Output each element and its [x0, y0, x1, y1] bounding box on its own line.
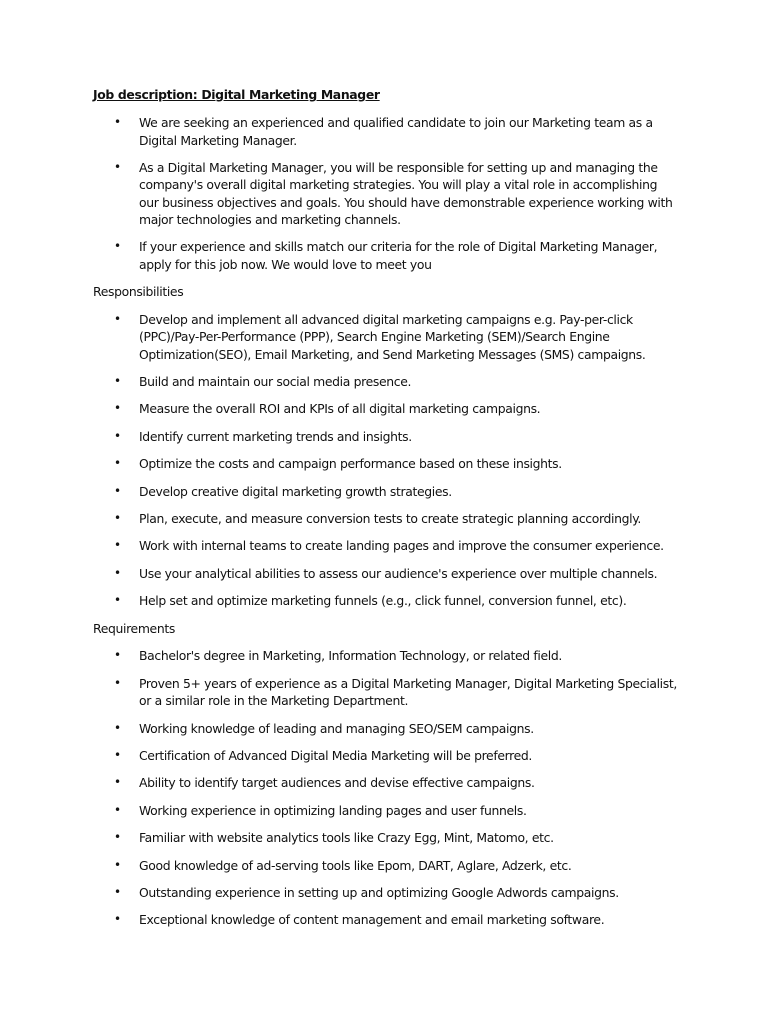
intro-item-text: We are seeking an experienced and qualified candidate to join our Marketing team as a Digital Marketing Manager.: [139, 114, 653, 148]
bullet-icon: •: [114, 830, 121, 845]
responsibility-text: Develop and implement all advanced digital marketing campaigns e.g. Pay-per-click (PPC)/Pay-Per-Performance (PPP), Search Engine Marketing (SEM)/Search Engine Optimization(SEO), Email Marketing, and Send Marketing Messages (SMS) campaigns.: [139, 311, 646, 362]
bullet-icon: •: [114, 912, 121, 927]
responsibility-item: [93, 537, 677, 555]
requirement-text: Bachelor's degree in Marketing, Information Technology, or related field.: [139, 648, 562, 664]
requirement-item: [93, 747, 677, 765]
bullet-icon: •: [114, 538, 121, 553]
responsibilities-heading: Responsibilities: [93, 283, 184, 299]
bullet-icon: •: [114, 401, 121, 416]
responsibility-item: [93, 373, 677, 391]
bullet-icon: •: [114, 483, 121, 498]
bullet-icon: •: [114, 511, 121, 526]
requirement-text: Working knowledge of leading and managing SEO/SEM campaigns.: [139, 720, 534, 736]
responsibility-text: Develop creative digital marketing growth strategies.: [139, 483, 452, 499]
requirement-text: Certification of Advanced Digital Media Marketing will be preferred.: [139, 747, 532, 763]
requirements-heading: Requirements: [93, 620, 175, 636]
intro-item-text: As a Digital Marketing Manager, you will be responsible for setting up and managing the company's overall digital marketing strategies. You will play a vital role in accomplishing our business objectives and goals. You should have demonstrable experience working with major technologies and marketing channels.: [139, 159, 673, 228]
bullet-icon: •: [114, 648, 121, 663]
responsibility-item: [93, 455, 677, 473]
requirement-text: Familiar with website analytics tools like Crazy Egg, Mint, Matomo, etc.: [139, 830, 554, 846]
requirement-text: Good knowledge of ad-serving tools like Epom, DART, Aglare, Adzerk, etc.: [139, 857, 572, 873]
responsibility-item: [93, 400, 677, 418]
bullet-icon: •: [114, 159, 121, 174]
intro-list: [93, 114, 693, 274]
document-body: [93, 86, 693, 939]
responsibility-text: Identify current marketing trends and insights.: [139, 428, 412, 444]
bullet-icon: •: [114, 720, 121, 735]
bullet-icon: •: [114, 114, 121, 129]
intro-item: [93, 238, 677, 273]
responsibility-item: [93, 311, 677, 364]
responsibility-text: Build and maintain our social media presence.: [139, 374, 412, 390]
bullet-icon: •: [114, 857, 121, 872]
responsibilities-list: [93, 311, 693, 610]
requirement-item: [93, 829, 677, 847]
intro-item-text: If your experience and skills match our criteria for the role of Digital Marketing Manager, apply for this job now. We would love to meet you: [139, 239, 658, 272]
requirement-text: Proven 5+ years of experience as a Digital Marketing Manager, Digital Marketing Specialist, or a similar role in the Marketing Department.: [139, 675, 677, 709]
bullet-icon: •: [114, 311, 121, 326]
requirement-text: Outstanding experience in setting up and optimizing Google Adwords campaigns.: [139, 884, 619, 900]
responsibility-text: Use your analytical abilities to assess our audience's experience over multiple channels.: [139, 565, 658, 581]
requirement-item: [93, 884, 677, 902]
requirement-item: [93, 675, 677, 710]
responsibility-item: [93, 510, 677, 528]
requirement-item: [93, 774, 677, 792]
document-title: Job description: Digital Marketing Manager: [93, 87, 380, 102]
bullet-icon: •: [114, 747, 121, 762]
bullet-icon: •: [114, 428, 121, 443]
bullet-icon: •: [114, 775, 121, 790]
bullet-icon: •: [114, 593, 121, 608]
requirement-item: [93, 802, 677, 820]
intro-item: [93, 114, 677, 149]
bullet-icon: •: [114, 239, 121, 254]
bullet-icon: •: [114, 565, 121, 580]
requirement-item: [93, 911, 677, 929]
responsibility-item: [93, 483, 677, 501]
requirement-text: Exceptional knowledge of content management and email marketing software.: [139, 912, 605, 928]
requirement-item: [93, 857, 677, 875]
responsibility-text: Plan, execute, and measure conversion tests to create strategic planning accordingly.: [139, 511, 642, 527]
responsibility-text: Help set and optimize marketing funnels (e.g., click funnel, conversion funnel, etc).: [139, 593, 627, 609]
requirements-list: [93, 647, 693, 929]
requirement-text: Ability to identify target audiences and devise effective campaigns.: [139, 775, 535, 791]
bullet-icon: •: [114, 675, 121, 690]
responsibility-item: [93, 428, 677, 446]
responsibility-item: [93, 592, 677, 610]
intro-item: [93, 159, 677, 229]
requirement-item: [93, 720, 677, 738]
bullet-icon: •: [114, 374, 121, 389]
bullet-icon: •: [114, 456, 121, 471]
responsibility-text: Measure the overall ROI and KPIs of all digital marketing campaigns.: [139, 401, 541, 417]
bullet-icon: •: [114, 802, 121, 817]
requirement-text: Working experience in optimizing landing pages and user funnels.: [139, 802, 527, 818]
responsibility-text: Optimize the costs and campaign performance based on these insights.: [139, 456, 562, 472]
bullet-icon: •: [114, 884, 121, 899]
responsibility-text: Work with internal teams to create landing pages and improve the consumer experience.: [139, 538, 664, 554]
requirement-item: [93, 647, 677, 665]
responsibility-item: [93, 565, 677, 583]
